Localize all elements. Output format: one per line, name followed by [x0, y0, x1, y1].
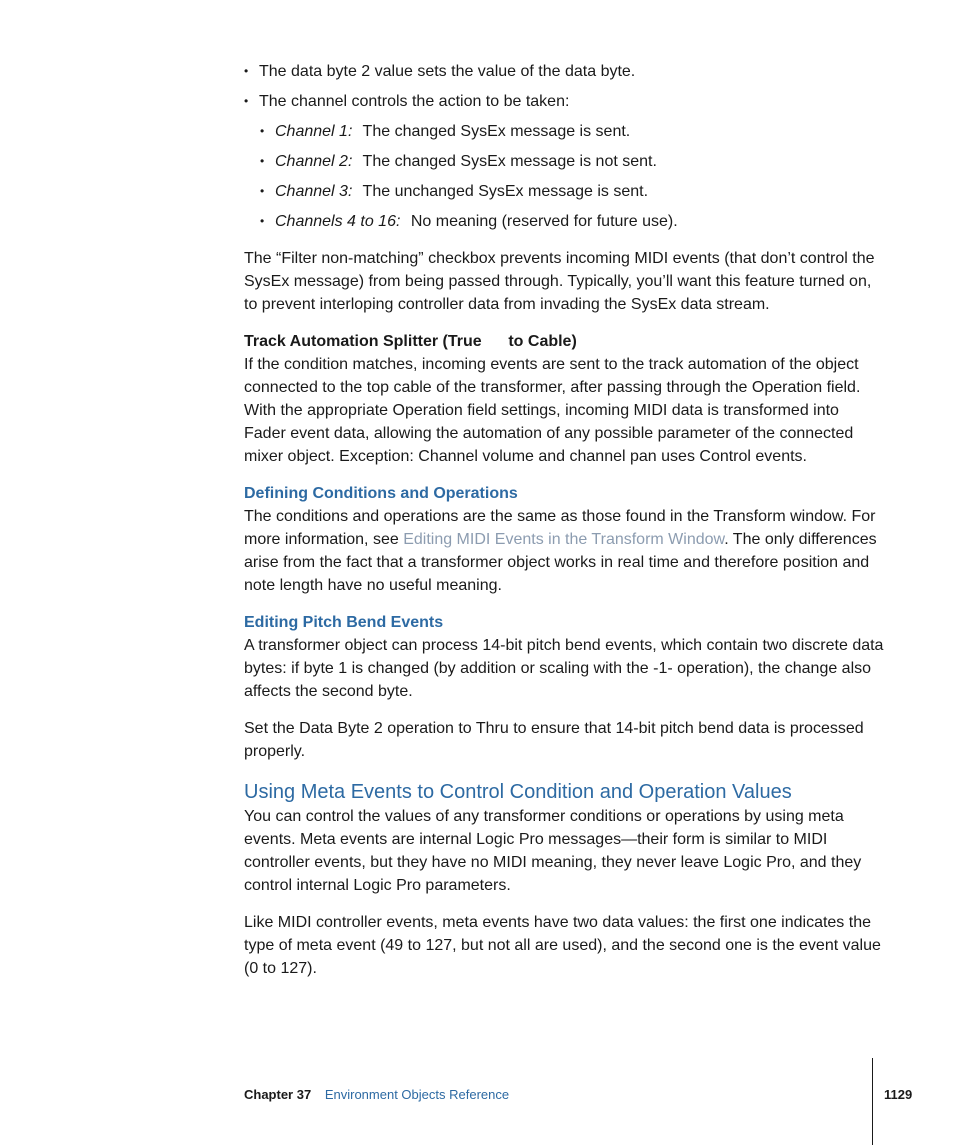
- paragraph-pitch-bend-1: A transformer object can process 14-bit pitch bend events, which contain two discrete data bytes: if byte 1 is changed (by addition or scaling with the -1- operation), the change also affects the second byte.: [244, 637, 884, 700]
- bullet-term: Channel 1:: [275, 123, 353, 140]
- list-item: [260, 210, 884, 233]
- bullet-list: [244, 60, 884, 113]
- paragraph-text: The conditions and operations are the same as those found in the Transform window. For more information, see: [244, 508, 876, 548]
- list-item: [260, 150, 884, 173]
- page-footer: [244, 1086, 509, 1104]
- list-item: [260, 120, 884, 143]
- track-automation-label: Track Automation Splitter (True to Cable): [244, 333, 577, 350]
- section-heading-meta-events: Using Meta Events to Control Condition and Operation Values: [244, 781, 792, 803]
- paragraph-meta-2: Like MIDI controller events, meta events have two data values: the first one indicates the type of meta event (49 to 127, but not all are used), and the second one is the event value (0 to 127).: [244, 914, 881, 977]
- bullet-term: Channel 3:: [275, 183, 353, 200]
- paragraph-conditions: [244, 505, 884, 597]
- footer-divider: [872, 1058, 873, 1145]
- list-item: • The channel controls the action to be taken:: [244, 90, 884, 113]
- page-number: 1129: [884, 1087, 913, 1102]
- channel-bullet-list: [260, 120, 884, 233]
- bullet-term: Channel 2:: [275, 153, 353, 170]
- subheading-conditions: Defining Conditions and Operations: [244, 485, 518, 502]
- bullet-text: The changed SysEx message is not sent.: [362, 153, 657, 170]
- bullet-text: The unchanged SysEx message is sent.: [362, 183, 649, 200]
- list-item: [260, 180, 884, 203]
- footer-chapter-title[interactable]: Environment Objects Reference: [324, 1087, 510, 1102]
- paragraph-filter: The “Filter non-matching” checkbox prevents incoming MIDI events (that don’t control the SysEx message) from being passed through. Typically, you’ll want this feature turned on, to prevent interloping controller data from invading the SysEx data stream.: [244, 250, 875, 313]
- bullet-text: No meaning (reserved for future use).: [410, 213, 678, 230]
- bullet-term: Channels 4 to 16:: [275, 213, 401, 230]
- paragraph-meta-1: You can control the values of any transformer conditions or operations by using meta events. Meta events are internal Logic Pro messages—their form is similar to MIDI controller events, but they have no MIDI meaning, they never leave Logic Pro, and they control internal Logic Pro parameters.: [244, 808, 862, 894]
- transform-window-link[interactable]: Editing MIDI Events in the Transform Window: [403, 531, 725, 548]
- subheading-pitch-bend: Editing Pitch Bend Events: [244, 614, 444, 631]
- paragraph-track-automation: If the condition matches, incoming events are sent to the track automation of the object connected to the top cable of the transformer, after passing through the Operation field. With the appropriate Operation field settings, incoming MIDI data is transformed into Fader event data, allowing the automation of any possible parameter of the connected mixer object. Exception: Channel volume and channel pan uses Control events.: [244, 356, 861, 465]
- page-content: [244, 60, 884, 994]
- footer-chapter: Chapter 37: [244, 1087, 312, 1102]
- paragraph-pitch-bend-2: Set the Data Byte 2 operation to Thru to ensure that 14-bit pitch bend data is processed properly.: [244, 720, 864, 760]
- paragraph-text: . The only differences arise from the fact that a transformer object works in real time and therefore position and note length have no useful meaning.: [244, 531, 877, 594]
- list-item: • The data byte 2 value sets the value of the data byte.: [244, 60, 884, 83]
- bullet-text: The changed SysEx message is sent.: [362, 123, 631, 140]
